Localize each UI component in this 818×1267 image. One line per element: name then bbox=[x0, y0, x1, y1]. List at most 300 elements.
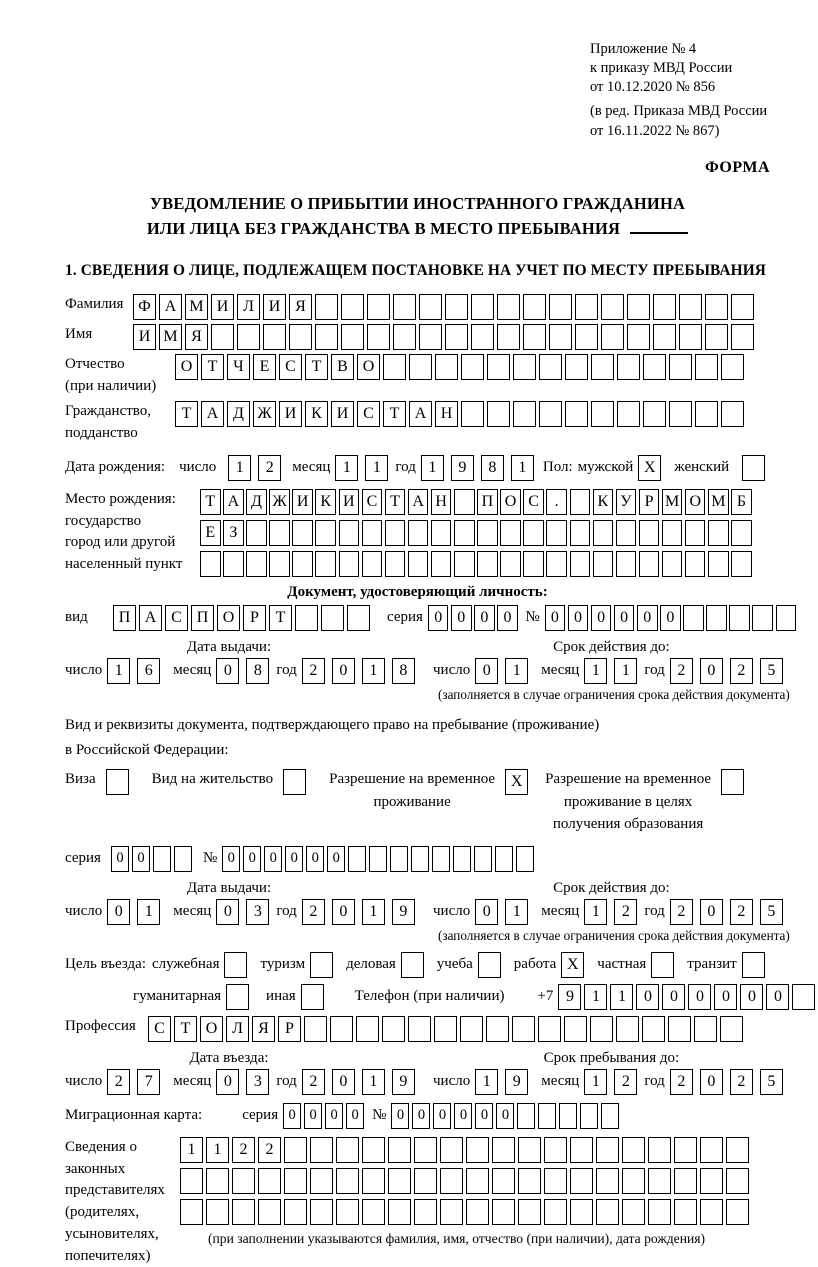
char-cell: X bbox=[638, 455, 661, 481]
temp-residence-label: Разрешение на временное проживание bbox=[329, 771, 496, 810]
patronymic-boxes bbox=[175, 354, 747, 380]
valid-date-note: (заполняется в случае ограничения срока действия документа) bbox=[437, 686, 790, 702]
char-cell bbox=[431, 520, 452, 546]
char-cell bbox=[706, 605, 727, 631]
char-cell bbox=[232, 1168, 255, 1194]
residence-valid-note: (заполняется в случае ограничения срока действия документа) bbox=[437, 927, 790, 943]
char-cell: Р bbox=[243, 605, 266, 631]
char-cell bbox=[708, 520, 729, 546]
char-cell: 2 bbox=[730, 658, 753, 684]
char-cell bbox=[721, 354, 744, 380]
residence-valid-year-label: год bbox=[644, 903, 665, 920]
char-cell: 5 bbox=[760, 658, 783, 684]
char-cell: 9 bbox=[558, 984, 581, 1010]
char-cell bbox=[570, 551, 591, 577]
char-cell bbox=[492, 1199, 515, 1225]
char-cell: 0 bbox=[216, 658, 239, 684]
entry-stay-dates bbox=[65, 1049, 776, 1095]
visa-option bbox=[65, 768, 132, 795]
char-cell bbox=[401, 952, 424, 978]
mc-series-label: серия bbox=[242, 1107, 279, 1124]
char-cell bbox=[570, 489, 591, 515]
residence-valid-month-label: месяц bbox=[541, 903, 580, 920]
residence-number-boxes bbox=[222, 846, 537, 872]
residence-valid-month-boxes bbox=[584, 899, 644, 925]
char-cell bbox=[341, 294, 364, 320]
identity-doc-row bbox=[65, 605, 770, 631]
char-cell: 0 bbox=[216, 899, 239, 925]
char-cell: О bbox=[685, 489, 706, 515]
char-cell: 1 bbox=[228, 455, 251, 481]
char-cell bbox=[669, 354, 692, 380]
char-cell bbox=[393, 324, 416, 350]
char-cell bbox=[544, 1199, 567, 1225]
char-cell: 0 bbox=[332, 899, 355, 925]
representatives-boxes bbox=[180, 1137, 752, 1247]
char-cell bbox=[523, 520, 544, 546]
purpose-opt-label: служебная bbox=[151, 956, 220, 973]
char-cell bbox=[538, 1103, 556, 1129]
purpose-opt-checkbox bbox=[742, 952, 768, 978]
purpose-opt-checkbox bbox=[478, 952, 504, 978]
char-cell: К bbox=[305, 401, 328, 427]
char-cell: И bbox=[339, 489, 360, 515]
profession-row bbox=[65, 1016, 770, 1042]
char-cell bbox=[385, 551, 406, 577]
stay-month-label: месяц bbox=[541, 1073, 580, 1090]
representatives-label: Сведения о законных представителях (родителях, усыновителях, попечителях) bbox=[65, 1138, 165, 1264]
char-cell bbox=[301, 984, 324, 1010]
char-cell: 0 bbox=[451, 605, 472, 631]
char-cell bbox=[622, 1137, 645, 1163]
valid-day-boxes bbox=[475, 658, 535, 684]
char-cell: Ч bbox=[227, 354, 250, 380]
purpose-opt-label: транзит bbox=[687, 956, 737, 973]
char-cell bbox=[546, 520, 567, 546]
amendment-line: от 16.11.2022 № 867) bbox=[590, 122, 720, 139]
char-cell: 9 bbox=[505, 1069, 528, 1095]
char-cell bbox=[627, 294, 650, 320]
char-cell: Я bbox=[185, 324, 208, 350]
char-cell bbox=[497, 294, 520, 320]
char-cell bbox=[648, 1168, 671, 1194]
char-cell: 0 bbox=[433, 1103, 451, 1129]
char-cell bbox=[283, 769, 306, 795]
birth-place-row bbox=[65, 489, 770, 582]
char-cell: X bbox=[561, 952, 584, 978]
char-cell bbox=[679, 324, 702, 350]
char-cell bbox=[295, 605, 318, 631]
birth-day-boxes bbox=[228, 455, 288, 481]
sex-male-checkbox bbox=[638, 455, 664, 481]
char-cell: О bbox=[175, 354, 198, 380]
char-cell bbox=[414, 1199, 437, 1225]
entry-month-boxes bbox=[216, 1069, 276, 1095]
annex-line: Приложение № 4 bbox=[590, 41, 697, 57]
char-cell bbox=[315, 520, 336, 546]
char-cell: 1 bbox=[362, 899, 385, 925]
purpose-opt-label: деловая bbox=[346, 956, 396, 973]
char-cell bbox=[258, 1168, 281, 1194]
char-cell: 0 bbox=[306, 846, 324, 872]
residence-issue-month-boxes bbox=[216, 899, 276, 925]
char-cell bbox=[742, 952, 765, 978]
birth-place-line2 bbox=[200, 520, 754, 546]
char-cell: К bbox=[315, 489, 336, 515]
representatives-line3 bbox=[180, 1199, 752, 1225]
char-cell bbox=[341, 324, 364, 350]
char-cell bbox=[726, 1137, 749, 1163]
residence-permit-option bbox=[152, 768, 309, 795]
birth-place-line1 bbox=[200, 489, 754, 515]
char-cell: 5 bbox=[760, 899, 783, 925]
char-cell bbox=[382, 1016, 405, 1042]
birth-date-row bbox=[65, 455, 770, 481]
entry-day-label: число bbox=[65, 1073, 103, 1090]
char-cell bbox=[258, 1199, 281, 1225]
char-cell bbox=[310, 1168, 333, 1194]
issue-date-heading: Дата выдачи: bbox=[186, 638, 272, 655]
stay-day-boxes bbox=[475, 1069, 535, 1095]
char-cell: 1 bbox=[365, 455, 388, 481]
phone-boxes bbox=[558, 984, 818, 1010]
char-cell: Н bbox=[435, 401, 458, 427]
char-cell: П bbox=[477, 489, 498, 515]
char-cell: С bbox=[357, 401, 380, 427]
char-cell: П bbox=[113, 605, 136, 631]
char-cell: С bbox=[279, 354, 302, 380]
char-cell: 0 bbox=[454, 1103, 472, 1129]
char-cell: 1 bbox=[505, 658, 528, 684]
char-cell bbox=[310, 1199, 333, 1225]
char-cell: А bbox=[139, 605, 162, 631]
char-cell bbox=[310, 1137, 333, 1163]
char-cell: 0 bbox=[766, 984, 789, 1010]
mc-number-label: № bbox=[372, 1107, 387, 1124]
char-cell bbox=[668, 1016, 691, 1042]
residence-permit-checkbox bbox=[283, 769, 309, 795]
char-cell bbox=[700, 1168, 723, 1194]
char-cell: О bbox=[357, 354, 380, 380]
char-cell bbox=[596, 1199, 619, 1225]
valid-date-col bbox=[433, 639, 790, 703]
migration-card-row bbox=[65, 1103, 770, 1129]
char-cell bbox=[440, 1137, 463, 1163]
residence-permit-label: Вид на жительство bbox=[151, 771, 274, 788]
char-cell bbox=[731, 294, 754, 320]
char-cell bbox=[383, 354, 406, 380]
char-cell: 1 bbox=[584, 899, 607, 925]
char-cell bbox=[642, 1016, 665, 1042]
char-cell bbox=[445, 324, 468, 350]
char-cell: 7 bbox=[137, 1069, 160, 1095]
sex-female-label: женский bbox=[674, 459, 730, 476]
char-cell: И bbox=[263, 294, 286, 320]
char-cell bbox=[492, 1137, 515, 1163]
char-cell: Т bbox=[174, 1016, 197, 1042]
purpose-row1 bbox=[65, 952, 770, 978]
char-cell: 0 bbox=[412, 1103, 430, 1129]
char-cell: 3 bbox=[246, 1069, 269, 1095]
char-cell bbox=[431, 551, 452, 577]
char-cell bbox=[487, 354, 510, 380]
purpose-opt-label: учеба bbox=[436, 956, 473, 973]
char-cell bbox=[440, 1168, 463, 1194]
form-title bbox=[65, 191, 770, 242]
char-cell: Н bbox=[431, 489, 452, 515]
char-cell bbox=[269, 520, 290, 546]
char-cell bbox=[570, 1199, 593, 1225]
residence-doc-dates bbox=[65, 879, 790, 944]
char-cell bbox=[616, 1016, 639, 1042]
char-cell bbox=[390, 846, 408, 872]
char-cell bbox=[336, 1137, 359, 1163]
char-cell bbox=[497, 324, 520, 350]
char-cell: 1 bbox=[584, 1069, 607, 1095]
surname-row bbox=[65, 294, 770, 320]
char-cell bbox=[544, 1168, 567, 1194]
char-cell bbox=[289, 324, 312, 350]
char-cell bbox=[284, 1168, 307, 1194]
char-cell: П bbox=[191, 605, 214, 631]
char-cell: 0 bbox=[497, 605, 518, 631]
char-cell bbox=[721, 401, 744, 427]
sex-male-label: мужской bbox=[577, 459, 634, 476]
residence-issue-year-label: год bbox=[276, 903, 297, 920]
entry-year-label: год bbox=[276, 1073, 297, 1090]
form-title-line2: ИЛИ ЛИЦА БЕЗ ГРАЖДАНСТВА В МЕСТО ПРЕБЫВАНИЯ bbox=[65, 216, 770, 242]
char-cell: 3 bbox=[246, 899, 269, 925]
char-cell: 8 bbox=[392, 658, 415, 684]
char-cell: 1 bbox=[584, 658, 607, 684]
residence-number-label: № bbox=[202, 850, 218, 867]
char-cell bbox=[206, 1199, 229, 1225]
birth-year-label: год bbox=[395, 459, 416, 476]
char-cell bbox=[471, 324, 494, 350]
citizenship-row bbox=[65, 401, 770, 445]
char-cell bbox=[512, 1016, 535, 1042]
char-cell bbox=[478, 952, 501, 978]
residence-issue-heading: Дата выдачи: bbox=[186, 879, 272, 896]
char-cell bbox=[662, 520, 683, 546]
char-cell: 2 bbox=[670, 658, 693, 684]
char-cell: 0 bbox=[740, 984, 763, 1010]
char-cell bbox=[409, 354, 432, 380]
char-cell bbox=[471, 294, 494, 320]
char-cell: 0 bbox=[391, 1103, 409, 1129]
char-cell: 2 bbox=[730, 1069, 753, 1095]
char-cell bbox=[591, 354, 614, 380]
char-cell bbox=[570, 520, 591, 546]
char-cell: Я bbox=[289, 294, 312, 320]
char-cell: 0 bbox=[700, 899, 723, 925]
entry-year-boxes bbox=[302, 1069, 422, 1095]
representatives-line2 bbox=[180, 1168, 752, 1194]
char-cell bbox=[792, 984, 815, 1010]
annex-block bbox=[590, 40, 770, 141]
char-cell bbox=[232, 1199, 255, 1225]
char-cell bbox=[362, 520, 383, 546]
char-cell bbox=[435, 354, 458, 380]
purpose-opt-checkbox bbox=[401, 952, 427, 978]
char-cell bbox=[310, 952, 333, 978]
char-cell bbox=[776, 605, 797, 631]
char-cell: 0 bbox=[222, 846, 240, 872]
char-cell: Р bbox=[278, 1016, 301, 1042]
birth-year-boxes bbox=[421, 455, 541, 481]
char-cell bbox=[477, 551, 498, 577]
char-cell bbox=[393, 294, 416, 320]
char-cell bbox=[356, 1016, 379, 1042]
char-cell bbox=[385, 520, 406, 546]
char-cell: Т bbox=[269, 605, 292, 631]
char-cell: 9 bbox=[451, 455, 474, 481]
char-cell: О bbox=[217, 605, 240, 631]
char-cell: 0 bbox=[660, 605, 681, 631]
char-cell bbox=[321, 605, 344, 631]
char-cell bbox=[627, 324, 650, 350]
char-cell: Л bbox=[226, 1016, 249, 1042]
char-cell bbox=[454, 489, 475, 515]
char-cell bbox=[454, 520, 475, 546]
patronymic-row bbox=[65, 354, 770, 398]
char-cell bbox=[339, 551, 360, 577]
purpose-row2 bbox=[65, 984, 782, 1010]
valid-month-boxes bbox=[584, 658, 644, 684]
char-cell bbox=[575, 324, 598, 350]
char-cell: Р bbox=[639, 489, 660, 515]
edu-residence-checkbox bbox=[721, 769, 747, 795]
char-cell bbox=[336, 1199, 359, 1225]
char-cell bbox=[495, 846, 513, 872]
residence-valid-col bbox=[433, 880, 790, 944]
residence-doc-intro: Вид и реквизиты документа, подтверждающего право на пребывание (проживание) в Российской Федерации: bbox=[65, 716, 600, 758]
char-cell bbox=[466, 1137, 489, 1163]
issue-month-boxes bbox=[216, 658, 276, 684]
char-cell bbox=[411, 846, 429, 872]
char-cell bbox=[601, 324, 624, 350]
annex-line: от 10.12.2020 № 856 bbox=[590, 79, 716, 96]
char-cell bbox=[460, 1016, 483, 1042]
char-cell bbox=[653, 324, 676, 350]
char-cell bbox=[695, 401, 718, 427]
char-cell bbox=[336, 1168, 359, 1194]
char-cell: Т bbox=[305, 354, 328, 380]
mc-number-boxes bbox=[391, 1103, 622, 1129]
char-cell: 5 bbox=[760, 1069, 783, 1095]
stay-day-label: число bbox=[433, 1073, 471, 1090]
doc-number-boxes bbox=[545, 605, 799, 631]
char-cell: Ф bbox=[133, 294, 156, 320]
char-cell bbox=[726, 1199, 749, 1225]
char-cell: 0 bbox=[568, 605, 589, 631]
char-cell bbox=[153, 846, 171, 872]
char-cell bbox=[486, 1016, 509, 1042]
profession-boxes bbox=[148, 1016, 746, 1042]
char-cell: Ж bbox=[253, 401, 276, 427]
citizenship-label: Гражданство, подданство bbox=[65, 403, 152, 441]
char-cell: 1 bbox=[610, 984, 633, 1010]
char-cell bbox=[414, 1137, 437, 1163]
char-cell bbox=[284, 1199, 307, 1225]
char-cell bbox=[263, 324, 286, 350]
char-cell: Т bbox=[200, 489, 221, 515]
entry-date-col bbox=[65, 1050, 433, 1095]
citizenship-boxes bbox=[175, 401, 747, 427]
char-cell bbox=[669, 401, 692, 427]
char-cell bbox=[339, 520, 360, 546]
residence-valid-day-boxes bbox=[475, 899, 535, 925]
sex-female-checkbox bbox=[742, 455, 768, 481]
doc-kind-label: вид bbox=[65, 609, 88, 626]
stay-date-heading: Срок пребывания до: bbox=[543, 1049, 680, 1066]
char-cell bbox=[570, 1168, 593, 1194]
char-cell bbox=[180, 1199, 203, 1225]
issue-date-col bbox=[65, 639, 433, 703]
char-cell: 2 bbox=[614, 899, 637, 925]
char-cell: 2 bbox=[302, 899, 325, 925]
char-cell bbox=[408, 551, 429, 577]
char-cell bbox=[362, 1137, 385, 1163]
residence-series-label: серия bbox=[65, 850, 101, 867]
char-cell bbox=[726, 1168, 749, 1194]
char-cell: 1 bbox=[584, 984, 607, 1010]
char-cell bbox=[622, 1168, 645, 1194]
char-cell: 2 bbox=[302, 1069, 325, 1095]
char-cell bbox=[708, 551, 729, 577]
char-cell bbox=[388, 1199, 411, 1225]
char-cell: В bbox=[331, 354, 354, 380]
char-cell: 0 bbox=[662, 984, 685, 1010]
char-cell bbox=[643, 354, 666, 380]
char-cell bbox=[564, 1016, 587, 1042]
purpose-opt-checkbox bbox=[651, 952, 677, 978]
char-cell bbox=[651, 952, 674, 978]
char-cell: 0 bbox=[475, 1103, 493, 1129]
char-cell bbox=[596, 1168, 619, 1194]
mc-series-boxes bbox=[283, 1103, 367, 1129]
entry-day-boxes bbox=[107, 1069, 167, 1095]
purpose-opt-checkbox bbox=[561, 952, 587, 978]
char-cell: 0 bbox=[332, 658, 355, 684]
valid-year-label: год bbox=[644, 662, 665, 679]
char-cell: 0 bbox=[111, 846, 129, 872]
char-cell: 0 bbox=[285, 846, 303, 872]
char-cell bbox=[517, 1103, 535, 1129]
char-cell: 0 bbox=[327, 846, 345, 872]
char-cell bbox=[453, 846, 471, 872]
char-cell bbox=[752, 605, 773, 631]
char-cell: 2 bbox=[258, 1137, 281, 1163]
identity-doc-heading: Документ, удостоверяющий личность: bbox=[287, 583, 548, 600]
char-cell bbox=[601, 1103, 619, 1129]
char-cell bbox=[500, 551, 521, 577]
char-cell bbox=[388, 1168, 411, 1194]
valid-month-label: месяц bbox=[541, 662, 580, 679]
char-cell bbox=[466, 1168, 489, 1194]
char-cell: 8 bbox=[246, 658, 269, 684]
visa-label: Виза bbox=[65, 771, 96, 788]
doc-series-label: серия bbox=[387, 609, 423, 626]
residence-valid-heading: Срок действия до: bbox=[553, 879, 670, 896]
residence-valid-year-boxes bbox=[670, 899, 790, 925]
char-cell: А bbox=[409, 401, 432, 427]
char-cell: И bbox=[292, 489, 313, 515]
stay-year-boxes bbox=[670, 1069, 790, 1095]
char-cell bbox=[674, 1168, 697, 1194]
birth-date-label: Дата рождения: bbox=[65, 459, 166, 476]
char-cell: 0 bbox=[636, 984, 659, 1010]
